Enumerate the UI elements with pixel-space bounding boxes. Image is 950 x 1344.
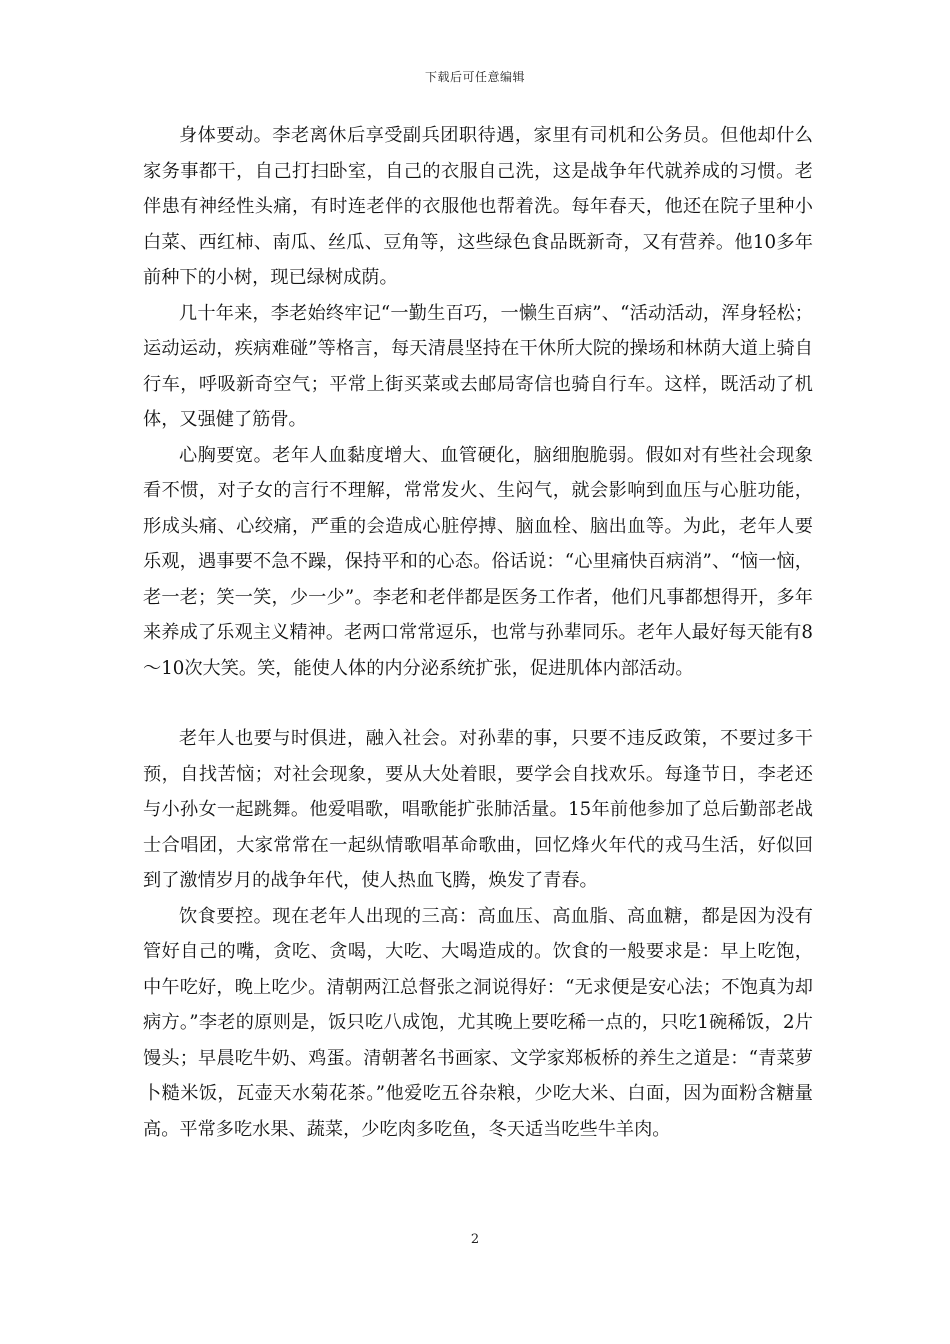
page-header: 下载后可任意编辑 (424, 70, 525, 84)
paragraph-open-mind: 心胸要宽。老年人血黏度增大、血管硬化，脑细胞脆弱。假如对有些社会现象看不惯，对子女的言行不理解，常常发火、生闷气，就会影响到血压与心脏功能，形成头痛、心绞痛，严重的会造成心脏停搏、脑血栓、脑出血等。为此，老年人要乐观，遇事要不急不躁，保持平和的心态。俗话说：“心里痛快百病消”、“恼一恼，老一老；笑一笑，少一少”。李老和老伴都是医务工作者，他们凡事都想得开，多年来养成了乐观主义精神。老两口常常逗乐，也常与孙辈同乐。老年人最好每天能有8～10次大笑。笑，能使人体的内分泌系统扩张，促进肌体内部活动。 (143, 444, 813, 679)
body-text (143, 118, 813, 1147)
paragraph-gap (143, 686, 813, 721)
paragraph-body-exercise: 身体要动。李老离休后享受副兵团职待遇，家里有司机和公务员。但他却什么家务事都干，自己打扫卧室，自己的衣服自己洗，这是战争年代就养成的习惯。老伴患有神经性头痛，有时连老伴的衣服他也帮着洗。每年春天，他还在院子里种小白菜、西红柿、南瓜、丝瓜、豆角等，这些绿色食品既新奇，又有营养。他10多年前种下的小树，现已绿树成荫。 (143, 125, 813, 288)
page-number: 2 (470, 1232, 480, 1247)
paragraph-diet: 饮食要控。现在老年人出现的三高：高血压、高血脂、高血糖，都是因为没有管好自己的嘴，贪吃、贪喝，大吃、大喝造成的。饮食的一般要求是：早上吃饱，中午吃好，晚上吃少。清朝两江总督张之洞说得好：“无求便是安心法；不饱真为却病方。”李老的原则是，饭只吃八成饱，尤其晚上要吃稀一点的，只吃1碗稀饭，2片馒头；早晨吃牛奶、鸡蛋。清朝著名书画家、文学家郑板桥的养生之道是：“青菜萝卜糙米饭，瓦壶天水菊花茶。”他爱吃五谷杂粮，少吃大米、白面，因为面粉含糖量高。平常多吃水果、蔬菜，少吃肉多吃鱼，冬天适当吃些牛羊肉。 (143, 905, 813, 1140)
paragraph-social: 老年人也要与时俱进，融入社会。对孙辈的事，只要不违反政策，不要过多干预，自找苦恼；对社会现象，要从大处着眼，要学会自找欢乐。每逢节日，李老还与小孙女一起跳舞。他爱唱歌，唱歌能扩张肺活量。15年前他参加了总后勤部老战士合唱团，大家常常在一起纵情歌唱革命歌曲，回忆烽火年代的戎马生活，好似回到了激情岁月的战争年代，使人热血飞腾，焕发了青春。 (143, 728, 813, 891)
paragraph-cycling: 几十年来，李老始终牢记“一勤生百巧，一懒生百病”、“活动活动，浑身轻松；运动运动，疾病难碰”等格言，每天清晨坚持在干休所大院的操场和林荫大道上骑自行车，呼吸新奇空气；平常上街买菜或去邮局寄信也骑自行车。这样，既活动了机体，又强健了筋骨。 (143, 302, 813, 430)
